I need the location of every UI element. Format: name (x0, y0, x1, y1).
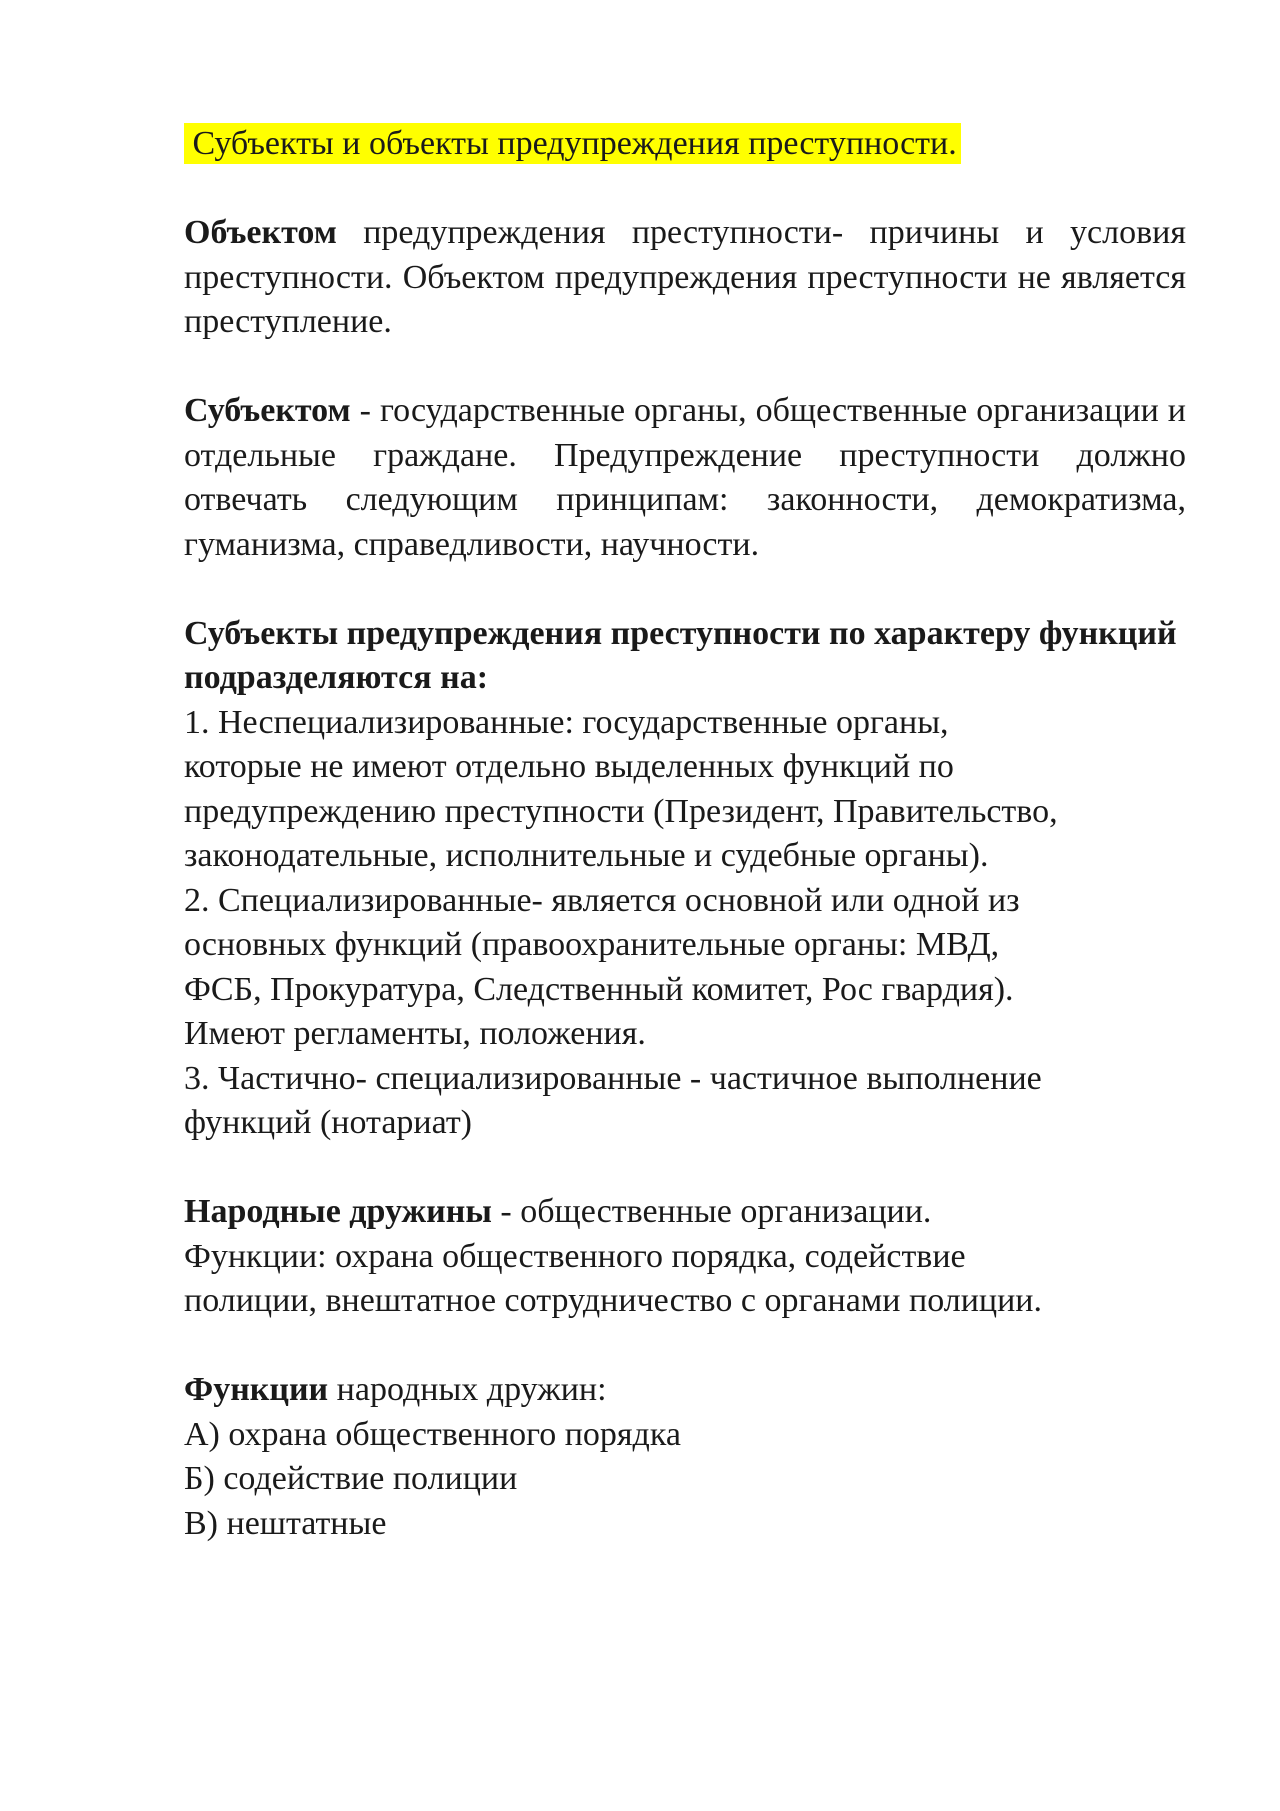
militia-line: полиции, внештатное сотрудничество с органами полиции. (184, 1282, 1043, 1319)
militia-first-line-text: - общественные организации. (491, 1193, 932, 1230)
document-page (184, 122, 1186, 1546)
document-title: Субъекты и объекты предупреждения преступности. (184, 123, 961, 164)
classification-line: 1. Неспециализированные: государственные органы, (184, 703, 949, 741)
subject-paragraph (184, 389, 1186, 567)
functions-item: А) охрана общественного порядка (184, 1415, 681, 1453)
militia-first-line (184, 1190, 1186, 1235)
classification-heading: Субъекты предупреждения преступности по характеру функций подразделяются на: (184, 614, 1177, 696)
spacer (184, 1146, 1186, 1191)
classification-line: ФСБ, Прокуратура, Следственный комитет, Рос гвардия). (184, 970, 1014, 1008)
classification-line: Имеют регламенты, положения. (184, 1015, 646, 1052)
title-line (184, 122, 1186, 167)
militia-line: Функции: охрана общественного порядка, содействие (184, 1237, 966, 1275)
classification-line: 2. Специализированные- является основной или одной из (184, 881, 1020, 919)
subject-term: Субъектом (184, 392, 351, 429)
spacer (184, 567, 1186, 612)
spacer (184, 345, 1186, 390)
classification-line: законодательные, исполнительные и судебные органы). (184, 837, 989, 874)
classification-list (184, 701, 1186, 1146)
functions-term: Функции (184, 1371, 329, 1408)
object-text: предупреждения преступности- причины и условия преступности. Объектом предупреждения преступности не является преступление. (184, 214, 1186, 340)
object-paragraph (184, 211, 1186, 345)
spacer (184, 1324, 1186, 1369)
functions-heading (184, 1368, 1186, 1413)
subject-text: - государственные органы, общественные организации и отдельные граждане. Предупреждение преступности должно отвечать следующим принципам: законности, демократизма, гуманизма, справедливости, научности. (184, 392, 1186, 563)
classification-line: которые не имеют отдельно выделенных функций по (184, 748, 954, 785)
functions-item: Б) содействие полиции (184, 1460, 518, 1497)
spacer (184, 167, 1186, 212)
classification-line: функций (нотариат) (184, 1104, 473, 1141)
functions-item: В) нештатные (184, 1504, 387, 1542)
classification-line: 3. Частично- специализированные - частичное выполнение (184, 1059, 1042, 1097)
classification-line: предупреждению преступности (Президент, Правительство, (184, 792, 1058, 830)
object-term: Объектом (184, 214, 337, 251)
militia-term: Народные дружины (184, 1193, 492, 1230)
classification-line: основных функций (правоохранительные органы: МВД, (184, 926, 1000, 963)
functions-heading-text: народных дружин: (328, 1371, 607, 1408)
